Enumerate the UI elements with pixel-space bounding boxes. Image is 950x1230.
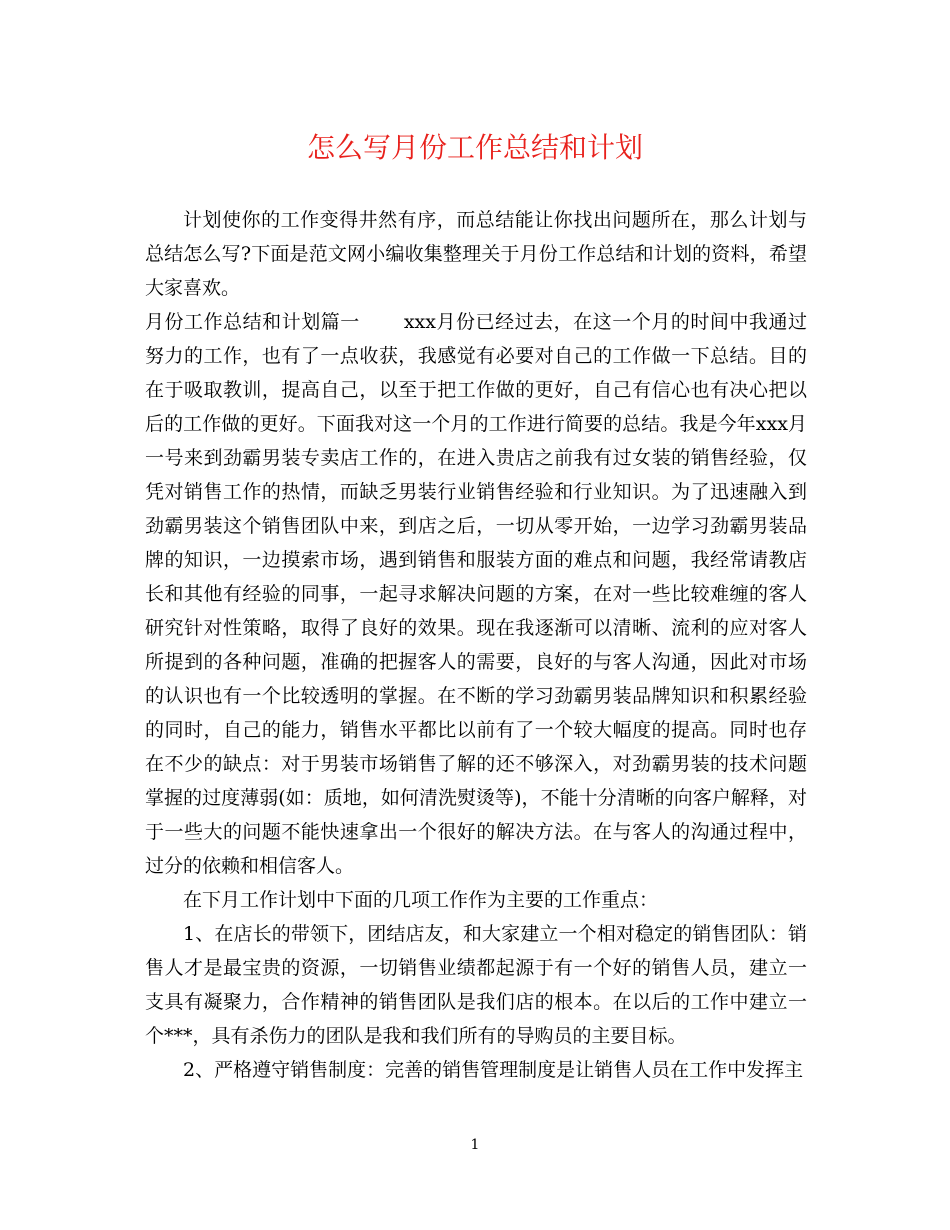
document-body — [145, 203, 807, 1087]
document-title: 怎么写月份工作总结和计划 — [306, 131, 643, 164]
section-paragraph — [145, 305, 807, 883]
section-body: xxx月份已经过去，在这一个月的时间中我通过努力的工作，也有了一点收获，我感觉有必要对自己的工作做一下总结。目的在于吸取教训，提高自己，以至于把工作做的更好，自己有信心也有决心把以后的工作做的更好。下面我对这一个月的工作进行简要的总结。我是今年xxx月一号来到劲霸男装专卖店工作的，在进入贵店之前我有过女装的销售经验，仅凭对销售工作的热情，而缺乏男装行业销售经验和行业知识。为了迅速融入到劲霸男装这个销售团队中来，到店之后，一切从零开始，一边学习劲霸男装品牌的知识，一边摸索市场，遇到销售和服装方面的难点和问题，我经常请教店长和其他有经验的同事，一起寻求解决问题的方案，在对一些比较难缠的客人研究针对性策略，取得了良好的效果。现在我逐渐可以清晰、流利的应对客人所提到的各种问题，准确的把握客人的需要，良好的与客人沟通，因此对市场的认识也有一个比较透明的掌握。在不断的学习劲霸男装品牌知识和积累经验的同时，自己的能力，销售水平都比以前有了一个较大幅度的提高。同时也存在不少的缺点：对于男装市场销售了解的还不够深入，对劲霸男装的技术问题掌握的过度薄弱(如：质地，如何清洗熨烫等)，不能十分清晰的向客户解释，对于一些大的问题不能快速拿出一个很好的解决方法。在与客人的沟通过程中，过分的依赖和相信客人。 — [145, 311, 807, 877]
intro-paragraph: 计划使你的工作变得井然有序，而总结能让你找出问题所在，那么计划与总结怎么写?下面是范文网小编收集整理关于月份工作总结和计划的资料，希望大家喜欢。 — [145, 209, 807, 299]
plan-intro-paragraph: 在下月工作计划中下面的几项工作作为主要的工作重点： — [183, 889, 659, 911]
section-heading: 月份工作总结和计划篇一 — [145, 311, 360, 333]
page-number: 1 — [470, 1137, 480, 1153]
plan-item-2: 2、严格遵守销售制度：完善的销售管理制度是让销售人员在工作中发挥主 — [183, 1059, 804, 1081]
plan-item-1: 1、在店长的带领下，团结店友，和大家建立一个相对稳定的销售团队：销售人才是最宝贵的资源，一切销售业绩都起源于有一个好的销售人员，建立一支具有凝聚力，合作精神的销售团队是我们店的根本。在以后的工作中建立一个***，具有杀伤力的团队是我和我们所有的导购员的主要目标。 — [145, 923, 807, 1047]
